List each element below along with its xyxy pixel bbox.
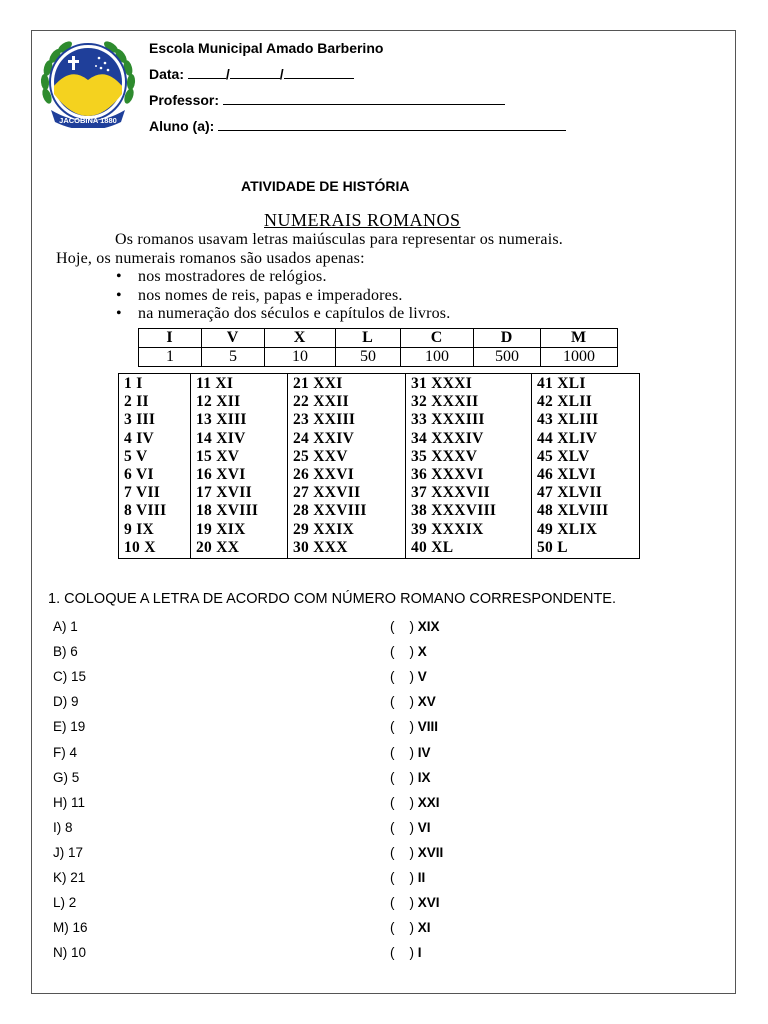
bullet-dot-icon: • xyxy=(116,287,122,304)
grid-entry: 36 XXXVI xyxy=(411,465,484,483)
answer-item xyxy=(390,644,427,659)
numeral-grid xyxy=(118,373,640,559)
grid-column xyxy=(191,374,288,558)
value-cell: 1000 xyxy=(541,348,618,367)
grid-entry: 1 I xyxy=(124,375,143,392)
option-item: G) 5 xyxy=(53,769,80,785)
answer-blank-parens[interactable]: ( ) xyxy=(390,895,414,911)
date-month-blank[interactable] xyxy=(230,65,280,79)
grid-entry: 2 II xyxy=(124,393,149,411)
answer-blank-parens[interactable]: ( ) xyxy=(390,819,414,835)
teacher-label: Professor: xyxy=(149,92,220,108)
grid-entry: 48 XLVIII xyxy=(537,502,609,520)
bullet-dot-icon: • xyxy=(116,305,122,322)
date-field xyxy=(149,65,354,82)
answer-blank-parens[interactable]: ( ) xyxy=(390,769,414,785)
student-blank[interactable] xyxy=(218,117,566,131)
option-item: L) 2 xyxy=(53,895,77,911)
grid-entry: 11 XI xyxy=(196,375,234,392)
worksheet-page xyxy=(31,30,736,994)
teacher-blank[interactable] xyxy=(223,91,505,105)
symbol-cell: X xyxy=(265,329,336,348)
grid-entry: 39 XXXIX xyxy=(411,520,484,538)
roman-answer: II xyxy=(417,870,426,885)
grid-entry: 42 XLII xyxy=(537,393,593,411)
grid-entry: 46 XLVI xyxy=(537,465,596,483)
bullet-item xyxy=(116,268,327,286)
grid-entry: 10 X xyxy=(124,538,156,556)
option-item: D) 9 xyxy=(53,694,79,710)
grid-column xyxy=(288,374,406,558)
grid-entry: 31 XXXI xyxy=(411,375,473,392)
grid-entry: 34 XXXIV xyxy=(411,429,484,447)
bullet-text: nos mostradores de relógios. xyxy=(138,268,327,285)
roman-answer: I xyxy=(417,945,422,961)
grid-entry: 28 XXVIII xyxy=(293,502,367,520)
option-item: K) 21 xyxy=(53,870,86,885)
student-label: Aluno (a): xyxy=(149,118,215,134)
grid-entry: 23 XXIII xyxy=(293,411,356,429)
bullet-text: na numeração dos séculos e capítulos de livros. xyxy=(138,305,451,322)
answer-blank-parens[interactable]: ( ) xyxy=(390,619,414,634)
roman-answer: XVII xyxy=(417,844,444,860)
symbol-cell: M xyxy=(541,329,618,348)
grid-entry: 32 XXXII xyxy=(411,393,479,411)
answer-item xyxy=(390,694,436,709)
grid-entry: 20 XX xyxy=(196,538,240,556)
date-label: Data: xyxy=(149,66,185,82)
grid-entry: 16 XVI xyxy=(196,465,246,483)
grid-entry: 43 XLIII xyxy=(537,411,599,429)
logo-ribbon-text: JACOBINA 1880 xyxy=(59,116,117,125)
student-field xyxy=(149,117,566,134)
intro-line-2: Hoje, os numerais romanos são usados apenas: xyxy=(56,250,365,267)
option-item: N) 10 xyxy=(53,945,87,961)
grid-entry: 45 XLV xyxy=(537,447,590,465)
option-item: I) 8 xyxy=(53,819,73,835)
option-item: F) 4 xyxy=(53,744,78,760)
grid-entry: 21 XXI xyxy=(293,375,343,392)
roman-answer: XXI xyxy=(417,794,440,810)
grid-entry: 4 IV xyxy=(124,429,155,447)
section-heading: NUMERAIS ROMANOS xyxy=(264,210,461,230)
grid-entry: 47 XLVII xyxy=(537,484,603,502)
grid-entry: 24 XXIV xyxy=(293,429,355,447)
grid-entry: 35 XXXV xyxy=(411,447,478,465)
symbol-cell: D xyxy=(474,329,541,348)
school-emblem-logo xyxy=(37,36,139,128)
grid-entry: 17 XVII xyxy=(196,484,252,502)
teacher-field xyxy=(149,91,505,108)
date-year-blank[interactable] xyxy=(284,65,354,79)
answer-blank-parens[interactable]: ( ) xyxy=(390,844,414,860)
grid-entry: 22 XXII xyxy=(293,393,349,411)
option-item: J) 17 xyxy=(53,844,84,860)
bullet-text: nos nomes de reis, papas e imperadores. xyxy=(138,287,403,304)
symbol-cell: V xyxy=(202,329,265,348)
roman-answer: IV xyxy=(417,744,431,760)
grid-entry: 18 XVIII xyxy=(196,502,259,520)
value-cell: 10 xyxy=(265,348,336,367)
value-cell: 5 xyxy=(202,348,265,367)
grid-entry: 40 XL xyxy=(411,538,454,556)
answer-item xyxy=(390,795,440,810)
grid-entry: 50 L xyxy=(537,538,568,556)
roman-answer: XVI xyxy=(417,895,440,911)
grid-entry: 41 XLI xyxy=(537,375,586,392)
grid-entry: 26 XXVI xyxy=(293,465,355,483)
answer-item xyxy=(390,920,431,935)
date-separator: / xyxy=(225,66,230,82)
answer-item xyxy=(390,619,440,634)
answer-item xyxy=(390,870,425,885)
answer-item xyxy=(390,719,438,734)
grid-entry: 14 XIV xyxy=(196,429,246,447)
answer-blank-parens[interactable]: ( ) xyxy=(390,669,414,685)
roman-answer: XV xyxy=(417,694,436,710)
roman-answer: VI xyxy=(417,819,431,835)
grid-entry: 9 IX xyxy=(124,520,155,538)
grid-entry: 33 XXXIII xyxy=(411,411,485,429)
date-day-blank[interactable] xyxy=(188,65,226,79)
grid-entry: 19 XIX xyxy=(196,520,246,538)
answer-blank-parens[interactable]: ( ) xyxy=(390,694,414,710)
roman-answer: IX xyxy=(417,769,431,785)
value-cell: 1 xyxy=(139,348,202,367)
roman-base-table xyxy=(138,328,618,367)
answer-item xyxy=(390,895,440,910)
answer-item xyxy=(390,845,443,860)
grid-entry: 38 XXXVIII xyxy=(411,502,497,520)
option-item: A) 1 xyxy=(53,619,78,634)
question-title: 1. COLOQUE A LETRA DE ACORDO COM NÚMERO ROMANO CORRESPONDENTE. xyxy=(48,591,617,607)
intro-line-1: Os romanos usavam letras maiúsculas para representar os numerais. xyxy=(115,231,563,248)
bullet-dot-icon: • xyxy=(116,268,122,285)
grid-entry: 7 VII xyxy=(124,484,161,502)
grid-entry: 8 VIII xyxy=(124,502,167,520)
value-cell: 50 xyxy=(336,348,401,367)
symbol-cell: L xyxy=(336,329,401,348)
grid-entry: 37 XXXVII xyxy=(411,484,490,502)
grid-entry: 29 XXIX xyxy=(293,520,355,538)
grid-entry: 5 V xyxy=(124,447,148,465)
roman-answer: V xyxy=(417,669,427,685)
grid-entry: 13 XIII xyxy=(196,411,247,429)
answer-blank-parens[interactable]: ( ) xyxy=(390,744,414,760)
school-name: Escola Municipal Amado Barberino xyxy=(149,40,384,56)
grid-entry: 15 XV xyxy=(196,447,240,465)
symbol-cell: C xyxy=(401,329,474,348)
answer-blank-parens[interactable]: ( ) xyxy=(390,945,414,961)
roman-answer: VIII xyxy=(417,719,439,735)
grid-entry: 30 XXX xyxy=(293,538,348,556)
symbol-cell: I xyxy=(139,329,202,348)
grid-entry: 3 III xyxy=(124,411,156,429)
answer-blank-parens[interactable]: ( ) xyxy=(390,870,414,885)
date-separator: / xyxy=(279,66,284,82)
answer-blank-parens[interactable]: ( ) xyxy=(390,719,414,735)
roman-answer: XIX xyxy=(417,619,440,634)
roman-answer: XI xyxy=(417,920,431,936)
grid-column xyxy=(119,374,191,558)
option-item: M) 16 xyxy=(53,920,88,936)
answer-blank-parens[interactable]: ( ) xyxy=(390,920,414,936)
option-item: C) 15 xyxy=(53,669,87,685)
grid-column xyxy=(532,374,639,558)
answer-blank-parens[interactable]: ( ) xyxy=(390,794,414,810)
grid-entry: 27 XXVII xyxy=(293,484,361,502)
answer-item xyxy=(390,945,422,960)
bullet-item xyxy=(116,305,450,323)
option-item: B) 6 xyxy=(53,644,78,660)
grid-entry: 12 XII xyxy=(196,393,241,411)
activity-title: ATIVIDADE DE HISTÓRIA xyxy=(241,178,410,194)
answer-item xyxy=(390,745,431,760)
grid-entry: 25 XXV xyxy=(293,447,348,465)
answer-blank-parens[interactable]: ( ) xyxy=(390,644,414,660)
grid-entry: 49 XLIX xyxy=(537,520,598,538)
value-cell: 500 xyxy=(474,348,541,367)
option-item: H) 11 xyxy=(53,794,86,810)
answer-item xyxy=(390,669,427,684)
symbol-row xyxy=(139,329,618,348)
grid-entry: 6 VI xyxy=(124,465,154,483)
roman-answer: X xyxy=(417,644,427,660)
grid-entry: 44 XLIV xyxy=(537,429,598,447)
answer-item xyxy=(390,820,431,835)
value-row xyxy=(139,348,618,367)
bullet-item xyxy=(116,287,403,305)
grid-column xyxy=(406,374,532,558)
answer-item xyxy=(390,770,431,785)
value-cell: 100 xyxy=(401,348,474,367)
option-item: E) 19 xyxy=(53,719,86,735)
